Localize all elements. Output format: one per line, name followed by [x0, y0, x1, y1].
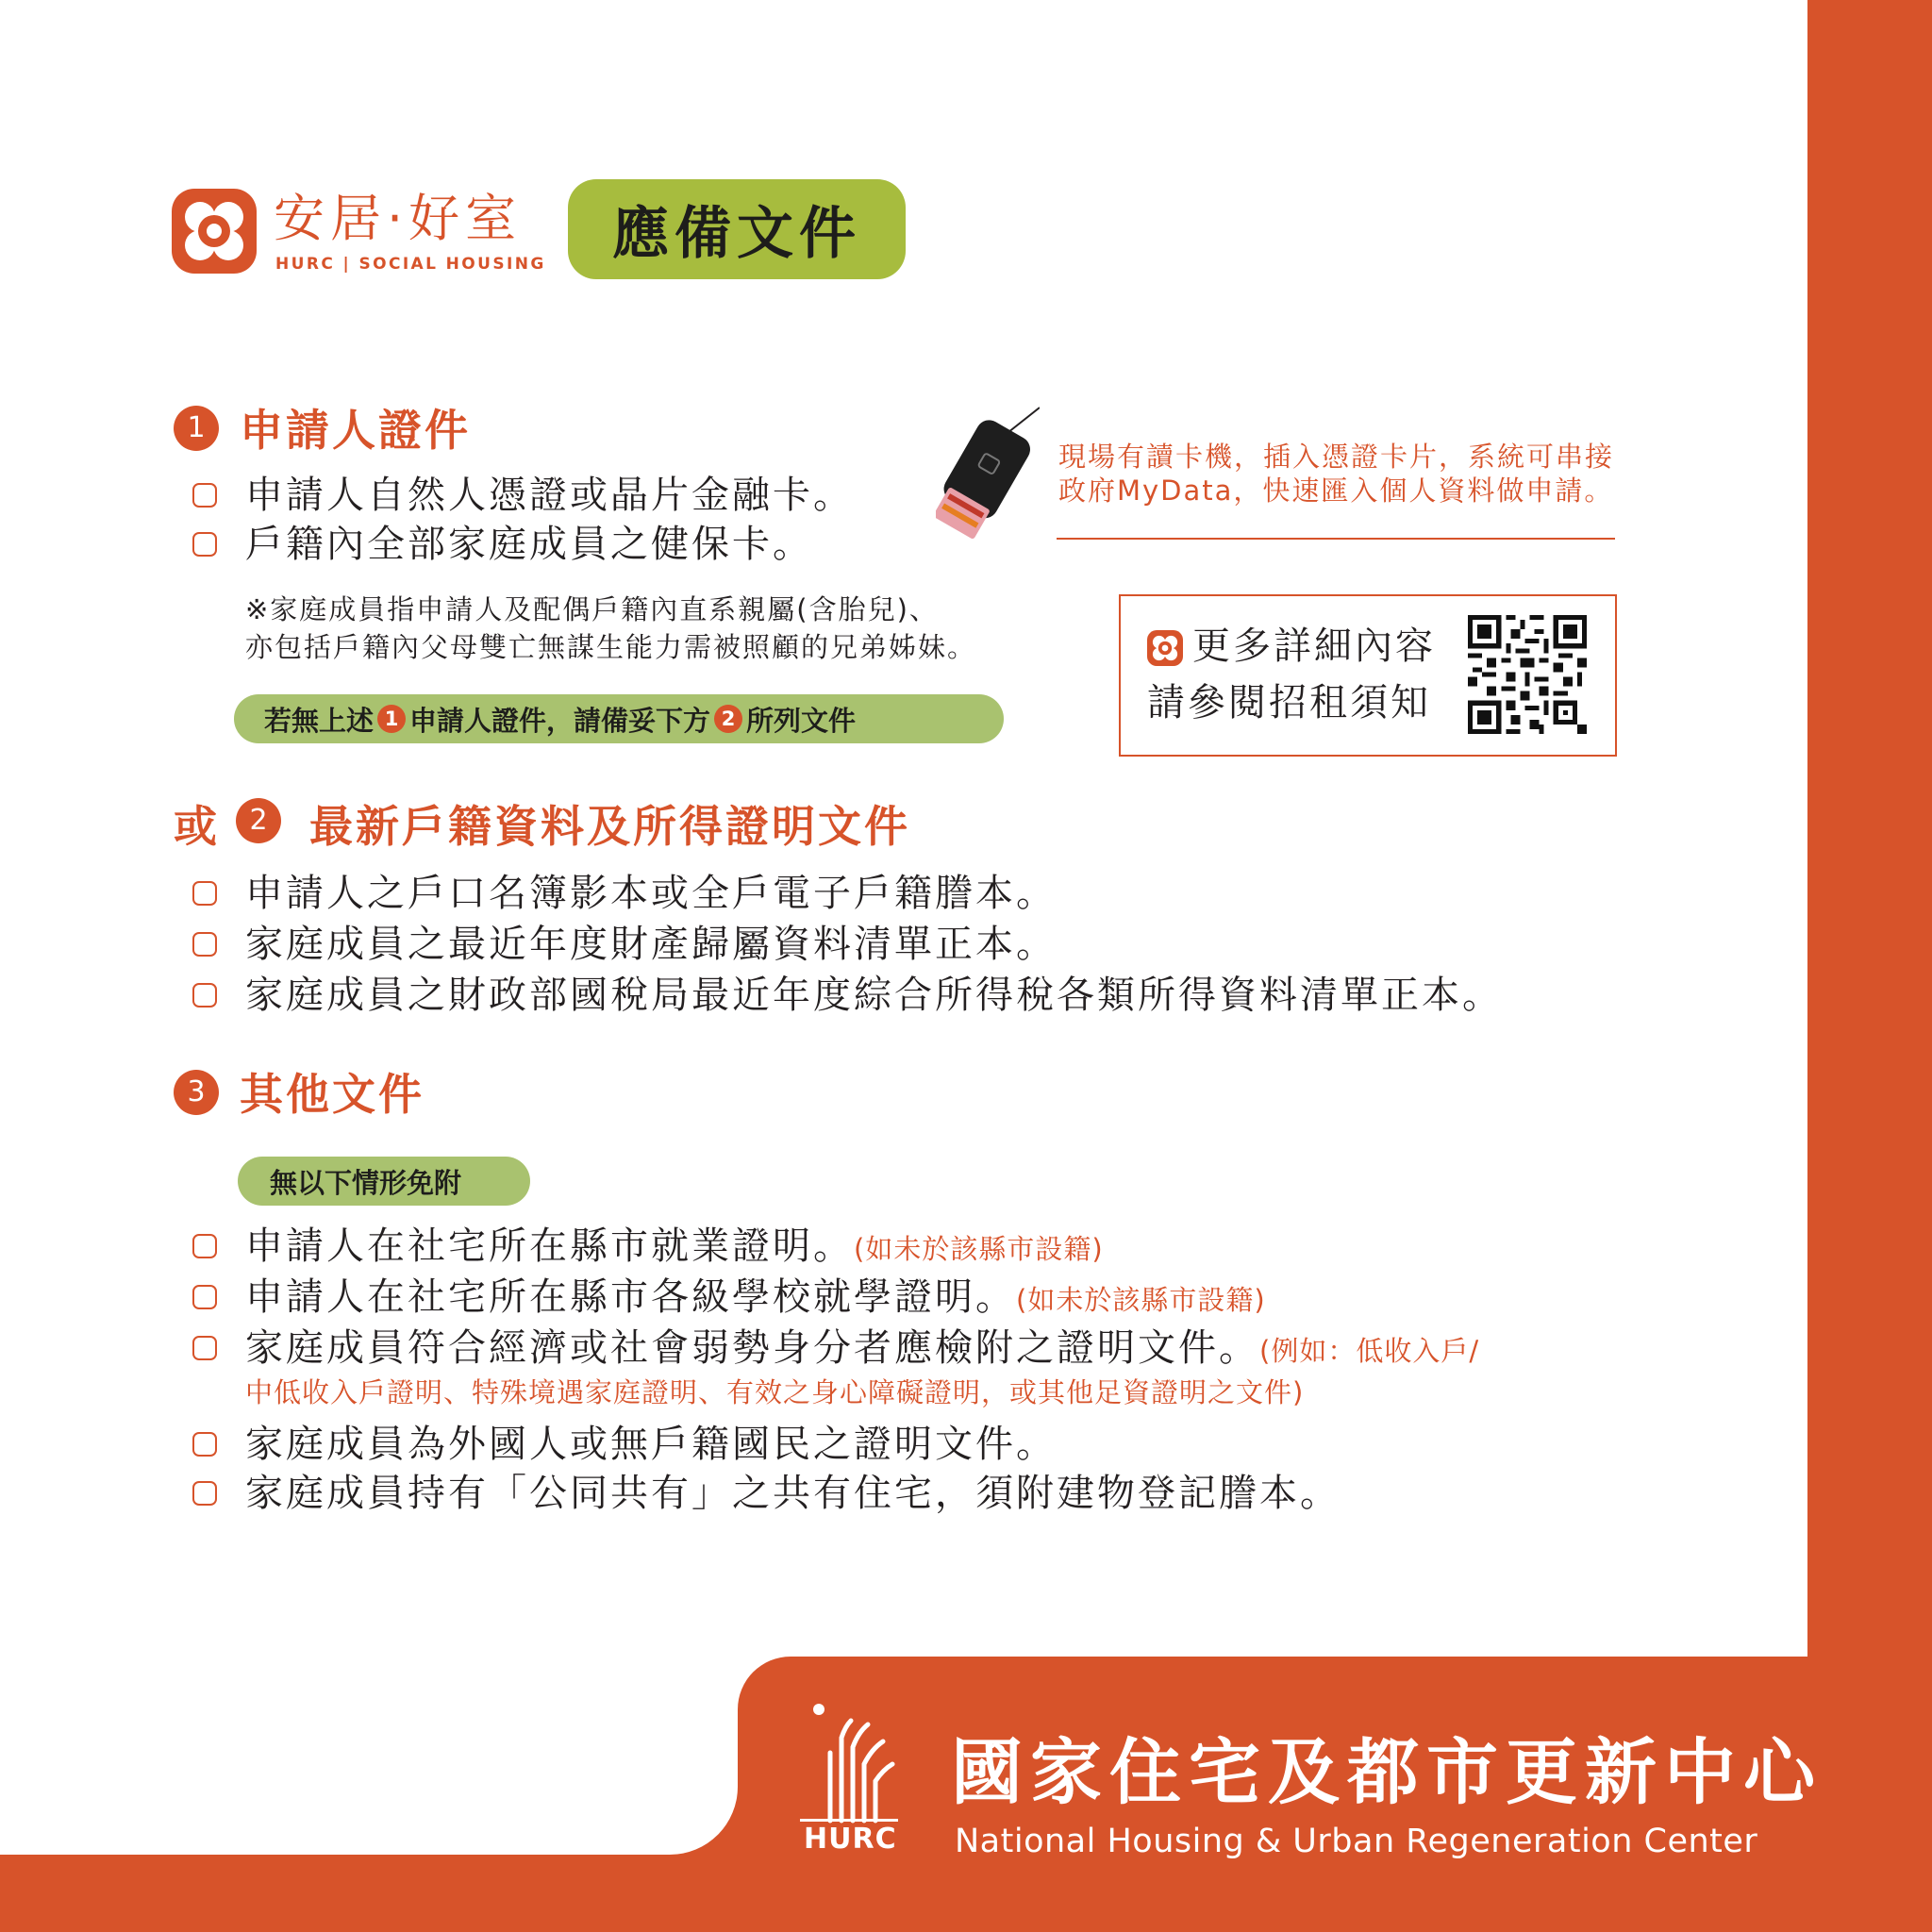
organization-name-chinese: 國家住宅及都市更新中心 [951, 1730, 1823, 1814]
checkbox-icon[interactable] [192, 1481, 217, 1506]
family-note-line: ※家庭成員指申請人及配偶戶籍內直系親屬(含胎兒)、 [245, 593, 939, 625]
section2-prefix: 或 [174, 801, 220, 852]
family-note-line: 亦包括戶籍內父母雙亡無謀生能力需被照顧的兄弟姊妹。 [245, 631, 977, 663]
qr-code[interactable] [1468, 615, 1587, 734]
checkbox-icon[interactable] [192, 532, 217, 557]
card-reader-icon [936, 406, 1040, 547]
qr-info-box[interactable] [1119, 594, 1617, 757]
section2-number: 2 [236, 798, 281, 843]
page-title: 應備文件 [568, 179, 906, 279]
proof-examples-note: 中低收入戶證明、特殊境遇家庭證明、有效之身心障礙證明，或其他足資證明之文件) [245, 1376, 1305, 1408]
logo-mark-icon [172, 189, 257, 274]
callout-divider [1057, 538, 1615, 540]
checkbox-icon[interactable] [192, 1336, 217, 1360]
checkbox-icon[interactable] [192, 1432, 217, 1457]
mini-number: 2 [714, 705, 742, 733]
card-reader-callout: 現場有讀卡機，插入憑證卡片，系統可串接 政府MyData，快速匯入個人資料做申請。 [1058, 441, 1615, 507]
section3-number: 3 [174, 1070, 219, 1115]
hurc-logo-icon [792, 1698, 906, 1830]
logo-mark-icon [1147, 630, 1183, 666]
organization-name-english: National Housing & Urban Regeneration Center [955, 1823, 1758, 1860]
orange-side-band [1807, 0, 1932, 1932]
qr-line-see-notice: 請參閱招租須知 [1147, 681, 1431, 724]
checkbox-icon[interactable] [192, 1234, 217, 1258]
checkbox-icon[interactable] [192, 932, 217, 957]
hurc-wordmark: HURC [804, 1823, 897, 1856]
exemption-pill: 無以下情形免附 [238, 1157, 530, 1206]
mini-number: 1 [377, 705, 406, 733]
section1-number: 1 [174, 406, 219, 451]
section2-title: 最新戶籍資料及所得證明文件 [309, 801, 910, 852]
logo-english-name: HURC | SOCIAL HOUSING [275, 255, 546, 274]
qr-line-more-details: 更多詳細內容 [1192, 625, 1436, 668]
section1-title: 申請人證件 [240, 405, 471, 456]
checkbox-icon[interactable] [192, 483, 217, 508]
footer-corner [670, 1787, 738, 1855]
logo-chinese-name: 安居·好室 [274, 189, 523, 248]
checkbox-icon[interactable] [192, 1285, 217, 1309]
checkbox-icon[interactable] [192, 983, 217, 1008]
checkbox-icon[interactable] [192, 881, 217, 906]
alternative-notice-pill: 若無上述 1 申請人證件，請備妥下方 2 所列文件 [234, 694, 1004, 743]
section3-title: 其他文件 [240, 1069, 425, 1120]
